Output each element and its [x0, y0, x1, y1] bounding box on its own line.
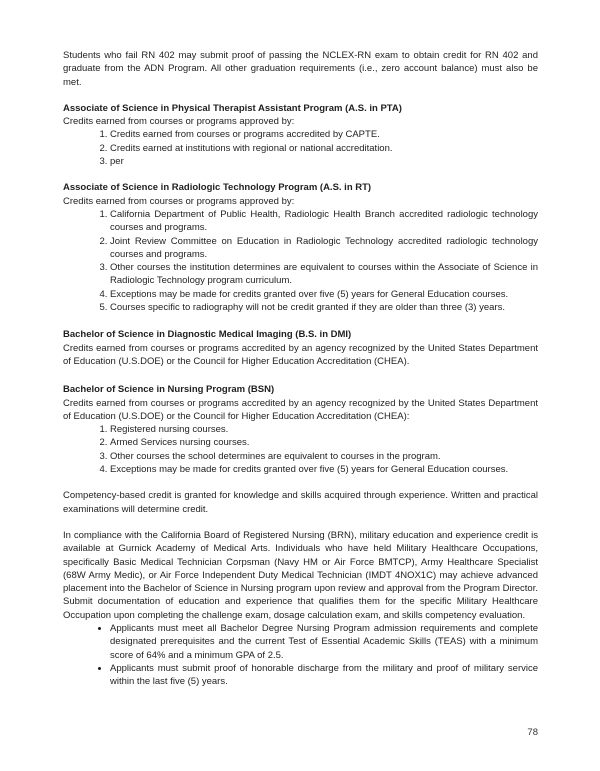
competency-paragraph: Competency-based credit is granted for knowledge and skills acquired through experience. Written and practical examinations will determine credit. [63, 490, 538, 515]
list-item: 3. per [110, 155, 538, 168]
section-bs-dmi [63, 328, 538, 368]
list-item: 3. Other courses the institution determines are equivalent to courses within the Associate of Science in Radiologic Technology program curriculum. [110, 261, 538, 288]
applicant-requirements-list [63, 622, 538, 688]
list-item: 3. Other courses the school determines are equivalent to courses in the program. [110, 450, 538, 463]
section-lead-rt: Credits earned from courses or programs approved by: [63, 195, 295, 207]
section-lead-bsn: Credits earned from courses or programs accredited by an agency recognized by the United States Department of Education (U.S.DOE) or the Council for Higher Education Accreditation (CHEA): [63, 397, 538, 422]
page-content [63, 49, 538, 688]
section-lead-dmi: Credits earned from courses or programs accredited by an agency recognized by the United States Department of Education (U.S.DOE) or the Council for Higher Education Accreditation (CHEA). [63, 342, 538, 367]
list-item: 1. Registered nursing courses. [110, 423, 538, 436]
section-heading-pta: Associate of Science in Physical Therapist Assistant Program (A.S. in PTA) [63, 102, 402, 114]
list-item: 1. Credits earned from courses or programs accredited by CAPTE. [110, 128, 538, 141]
section-heading-dmi: Bachelor of Science in Diagnostic Medical Imaging (B.S. in DMI) [63, 329, 352, 341]
list-item: • Applicants must meet all Bachelor Degree Nursing Program admission requirements and complete designated prerequisites and the current Test of Essential Academic Skills (TEAS) with a minimum score of 64% and a minimum GPA of 2.5. [110, 622, 538, 662]
list-item: 4. Exceptions may be made for credits granted over five (5) years for General Education courses. [110, 288, 538, 301]
list-item: 4. Exceptions may be made for credits granted over five (5) years for General Education courses. [110, 463, 538, 476]
list-item: 1. California Department of Public Health, Radiologic Health Branch accredited radiologic technology courses and programs. [110, 208, 538, 235]
military-credit-paragraph: In compliance with the California Board of Registered Nursing (BRN), military education and experience credit is available at Gurnick Academy of Medical Arts. Individuals who have held Military Healthcare Occupations, specifically Basic Medical Technician Corpsman (Navy HM or Air Force BMTCP), Army Healthcare Specialist (68W Army Medic), or Air Force Independent Duty Medical Technician (IMDT 4NOX1C) may achieve advanced placement into the Bachelor of Science in Nursing program upon review and approval from the Program Director. Submit documentation of education and experience that qualifies them for the specific Military Healthcare Occupation upon completing the challenge exam, dosage calculation exam, and skills competency evaluation. [63, 529, 538, 621]
pta-numbered-list [63, 128, 538, 168]
rt-numbered-list [63, 208, 538, 314]
list-item: 5. Courses specific to radiography will not be credit granted if they are older than three (3) years. [110, 301, 538, 314]
list-item: 2. Armed Services nursing courses. [110, 436, 538, 449]
page-number: 78 [527, 727, 538, 738]
bsn-numbered-list [63, 423, 538, 476]
section-bsn [63, 383, 538, 476]
intro-paragraph: Students who fail RN 402 may submit proof of passing the NCLEX-RN exam to obtain credit for RN 402 and graduate from the ADN Program. All other graduation requirements (i.e., zero account balance) must also be met. [63, 50, 538, 88]
section-heading-bsn: Bachelor of Science in Nursing Program (BSN) [63, 384, 275, 396]
list-item: 2. Joint Review Committee on Education in Radiologic Technology accredited radiologic technology courses and programs. [110, 235, 538, 262]
list-item: 2. Credits earned at institutions with regional or national accreditation. [110, 142, 538, 155]
section-heading-rt: Associate of Science in Radiologic Technology Program (A.S. in RT) [63, 182, 372, 194]
section-as-rt [63, 181, 538, 314]
section-lead-pta: Credits earned from courses or programs approved by: [63, 116, 295, 128]
section-as-pta [63, 102, 538, 168]
list-item: • Applicants must submit proof of honorable discharge from the military and proof of military service within the last five (5) years. [110, 662, 538, 689]
